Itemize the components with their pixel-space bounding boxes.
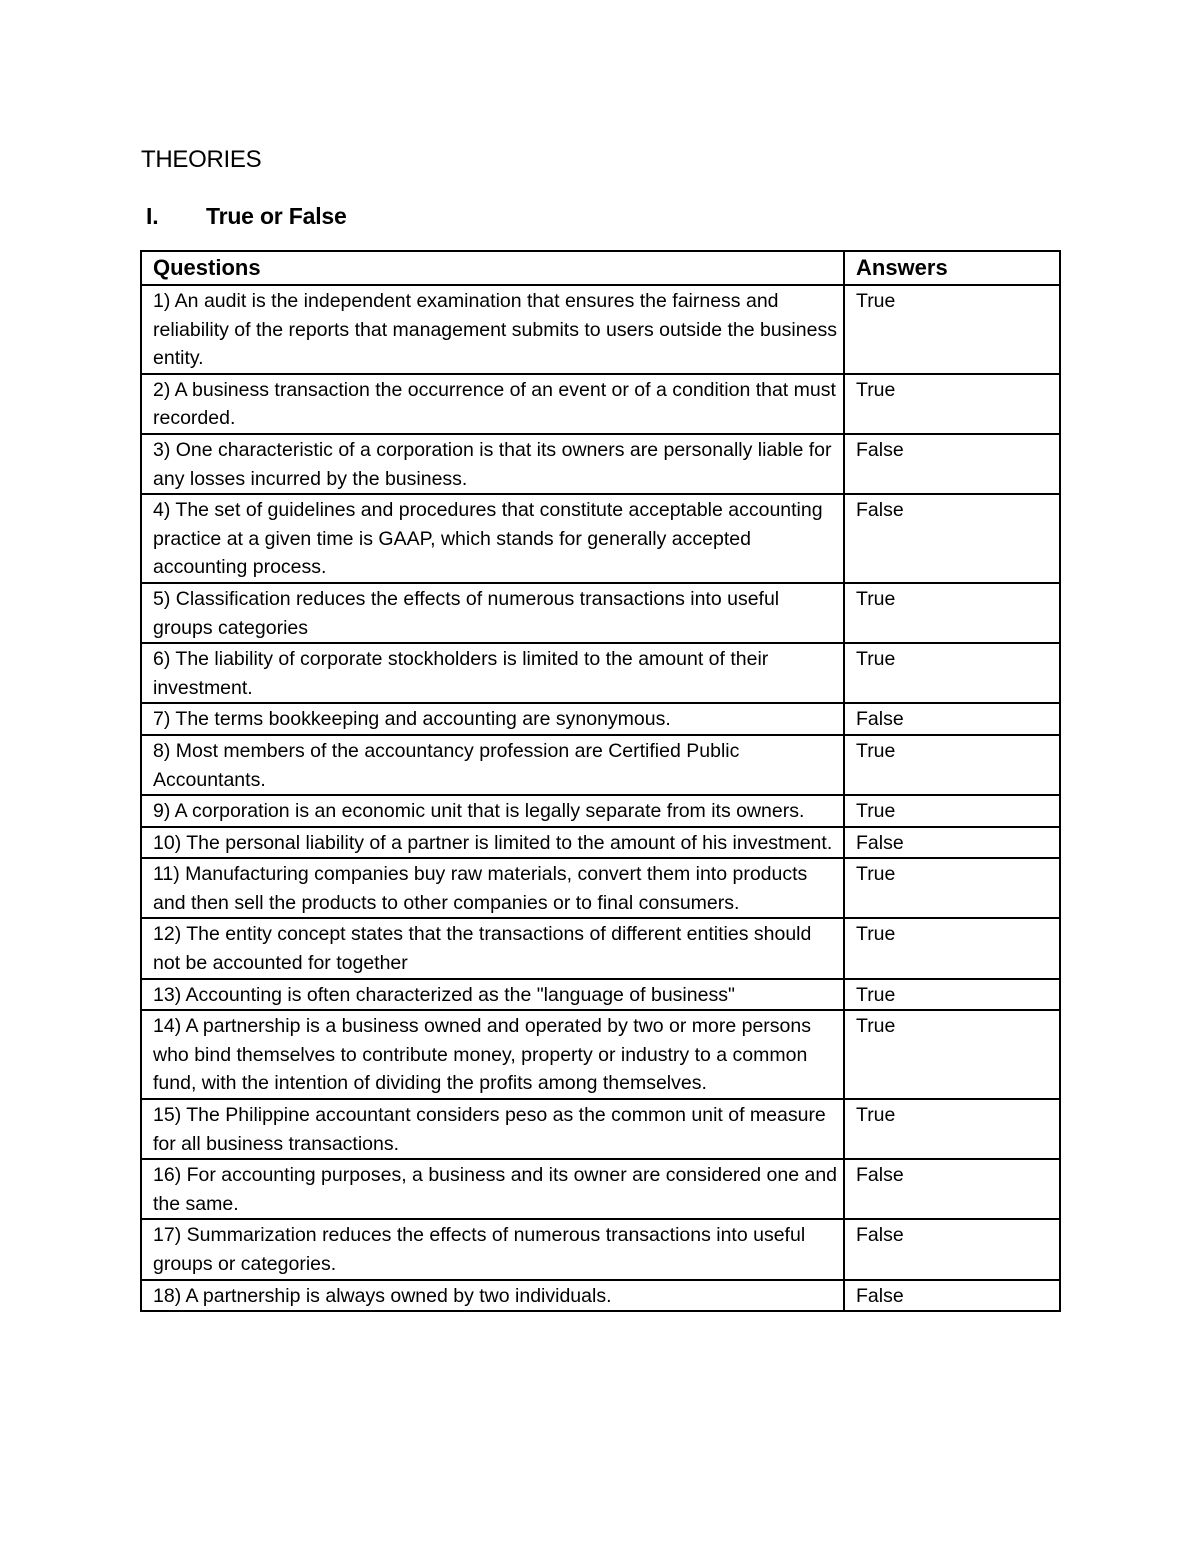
question-cell: 3) One characteristic of a corporation is that its owners are personally liable for any losses incurred by the business.: [141, 434, 844, 494]
table-row: [141, 494, 1060, 583]
question-cell: 6) The liability of corporate stockholders is limited to the amount of their investment.: [141, 643, 844, 703]
table-row: [141, 1159, 1060, 1219]
answer-cell: False: [844, 434, 1060, 494]
table-row: [141, 795, 1060, 827]
answer-cell: True: [844, 583, 1060, 643]
answer-cell: True: [844, 1010, 1060, 1099]
question-cell: 12) The entity concept states that the transactions of different entities should not be accounted for together: [141, 918, 844, 978]
answer-cell: True: [844, 643, 1060, 703]
table-row: [141, 285, 1060, 374]
table-row: [141, 918, 1060, 978]
answers-column-header: Answers: [844, 251, 1060, 285]
page-title: THEORIES: [141, 146, 262, 173]
answer-cell: True: [844, 735, 1060, 795]
table-row: [141, 703, 1060, 735]
question-cell: 8) Most members of the accountancy profession are Certified Public Accountants.: [141, 735, 844, 795]
answer-cell: False: [844, 827, 1060, 859]
table-row: [141, 583, 1060, 643]
answer-cell: False: [844, 1219, 1060, 1279]
table-row: [141, 643, 1060, 703]
answer-cell: True: [844, 1099, 1060, 1159]
question-cell: 1) An audit is the independent examination that ensures the fairness and reliability of the reports that management submits to users outside the business entity.: [141, 285, 844, 374]
section-number: I.: [146, 203, 159, 229]
answer-cell: False: [844, 1159, 1060, 1219]
answer-cell: True: [844, 795, 1060, 827]
question-cell: 16) For accounting purposes, a business and its owner are considered one and the same.: [141, 1159, 844, 1219]
question-cell: 4) The set of guidelines and procedures that constitute acceptable accounting practice at a given time is GAAP, which stands for generally accepted accounting process.: [141, 494, 844, 583]
table-row: [141, 1099, 1060, 1159]
question-cell: 14) A partnership is a business owned and operated by two or more persons who bind themselves to contribute money, property or industry to a common fund, with the intention of dividing the profits among themselves.: [141, 1010, 844, 1099]
table-row: [141, 858, 1060, 918]
question-cell: 5) Classification reduces the effects of numerous transactions into useful groups categories: [141, 583, 844, 643]
question-cell: 2) A business transaction the occurrence of an event or of a condition that must recorded.: [141, 374, 844, 434]
question-cell: 9) A corporation is an economic unit that is legally separate from its owners.: [141, 795, 844, 827]
section-heading: [146, 203, 347, 230]
table-row: [141, 434, 1060, 494]
true-false-table: [140, 250, 1061, 1312]
table-row: [141, 1280, 1060, 1312]
question-cell: 10) The personal liability of a partner is limited to the amount of his investment.: [141, 827, 844, 859]
question-cell: 7) The terms bookkeeping and accounting are synonymous.: [141, 703, 844, 735]
table-row: [141, 374, 1060, 434]
question-cell: 11) Manufacturing companies buy raw materials, convert them into products and then sell the products to other companies or to final consumers.: [141, 858, 844, 918]
answer-cell: True: [844, 858, 1060, 918]
answer-cell: True: [844, 285, 1060, 374]
question-cell: 13) Accounting is often characterized as the "language of business": [141, 979, 844, 1011]
table-row: [141, 735, 1060, 795]
question-cell: 15) The Philippine accountant considers peso as the common unit of measure for all business transactions.: [141, 1099, 844, 1159]
answer-cell: True: [844, 918, 1060, 978]
section-title: True or False: [206, 203, 347, 229]
table-row: [141, 827, 1060, 859]
question-cell: 17) Summarization reduces the effects of numerous transactions into useful groups or categories.: [141, 1219, 844, 1279]
answer-cell: True: [844, 374, 1060, 434]
table-row: [141, 1219, 1060, 1279]
answer-cell: False: [844, 494, 1060, 583]
answer-cell: False: [844, 1280, 1060, 1312]
table-header-row: [141, 251, 1060, 285]
question-cell: 18) A partnership is always owned by two individuals.: [141, 1280, 844, 1312]
answer-cell: True: [844, 979, 1060, 1011]
table-row: [141, 1010, 1060, 1099]
table-row: [141, 979, 1060, 1011]
answer-cell: False: [844, 703, 1060, 735]
questions-column-header: Questions: [141, 251, 844, 285]
